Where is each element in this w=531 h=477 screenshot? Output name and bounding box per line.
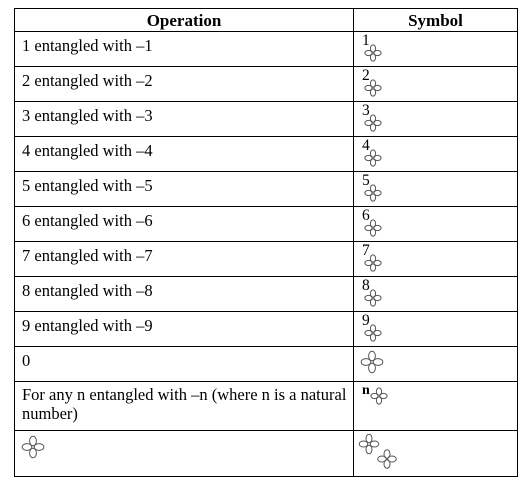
operation-cell: 3 entangled with –3	[15, 102, 354, 137]
symbol-cell	[354, 277, 518, 312]
symbol-number: 6	[362, 207, 370, 224]
operation-cell: For any n entangled with –n (where n is a natural number)	[15, 382, 354, 431]
symbol-number: 1	[362, 32, 370, 49]
operation-cell	[15, 431, 354, 477]
small-flower-icon	[364, 254, 382, 272]
small-flower-icon	[370, 387, 388, 405]
symbol-cell	[354, 172, 518, 207]
operation-cell: 0	[15, 347, 354, 382]
symbol-number: 4	[362, 137, 370, 154]
symbol-cell	[354, 137, 518, 172]
symbol-cell	[354, 67, 518, 102]
table-row	[15, 347, 518, 382]
operation-cell: 2 entangled with –2	[15, 67, 354, 102]
operation-cell: 6 entangled with –6	[15, 207, 354, 242]
table-row	[15, 67, 518, 102]
operations-table	[14, 8, 518, 477]
table-row	[15, 431, 518, 477]
small-flower-icon	[364, 289, 382, 307]
table-row	[15, 312, 518, 347]
symbol-cell	[354, 207, 518, 242]
table-row	[15, 277, 518, 312]
symbol-number: n	[362, 383, 370, 398]
table-row	[15, 172, 518, 207]
symbol-number: 2	[362, 67, 370, 84]
symbol-header: Symbol	[354, 9, 518, 32]
symbol-cell	[354, 382, 518, 431]
small-flower-icon	[364, 184, 382, 202]
symbol-cell	[354, 242, 518, 277]
table-row	[15, 242, 518, 277]
table-row	[15, 137, 518, 172]
table-row	[15, 32, 518, 67]
flower-icon	[21, 435, 45, 459]
symbol-number: 3	[362, 102, 370, 119]
operation-header: Operation	[15, 9, 354, 32]
symbol-cell	[354, 32, 518, 67]
operation-cell: 9 entangled with –9	[15, 312, 354, 347]
flower-icon	[360, 350, 384, 374]
small-flower-icon	[364, 149, 382, 167]
small-flower-icon	[364, 219, 382, 237]
symbol-number: 8	[362, 277, 370, 294]
operation-cell: 7 entangled with –7	[15, 242, 354, 277]
small-flower-icon	[364, 324, 382, 342]
operation-cell: 1 entangled with –1	[15, 32, 354, 67]
operation-cell: 4 entangled with –4	[15, 137, 354, 172]
header-row	[15, 9, 518, 32]
table-row	[15, 207, 518, 242]
small-flower-icon	[364, 79, 382, 97]
symbol-number: 7	[362, 242, 370, 259]
symbol-cell	[354, 312, 518, 347]
symbol-number: 5	[362, 172, 370, 189]
symbol-cell	[354, 102, 518, 137]
table-row	[15, 382, 518, 431]
small-flower-icon	[364, 44, 382, 62]
symbol-cell	[354, 347, 518, 382]
symbol-cell	[354, 431, 518, 477]
double-flower-icon	[358, 433, 402, 469]
operation-cell: 5 entangled with –5	[15, 172, 354, 207]
table-row	[15, 102, 518, 137]
symbol-number: 9	[362, 312, 370, 329]
small-flower-icon	[364, 114, 382, 132]
operation-cell: 8 entangled with –8	[15, 277, 354, 312]
